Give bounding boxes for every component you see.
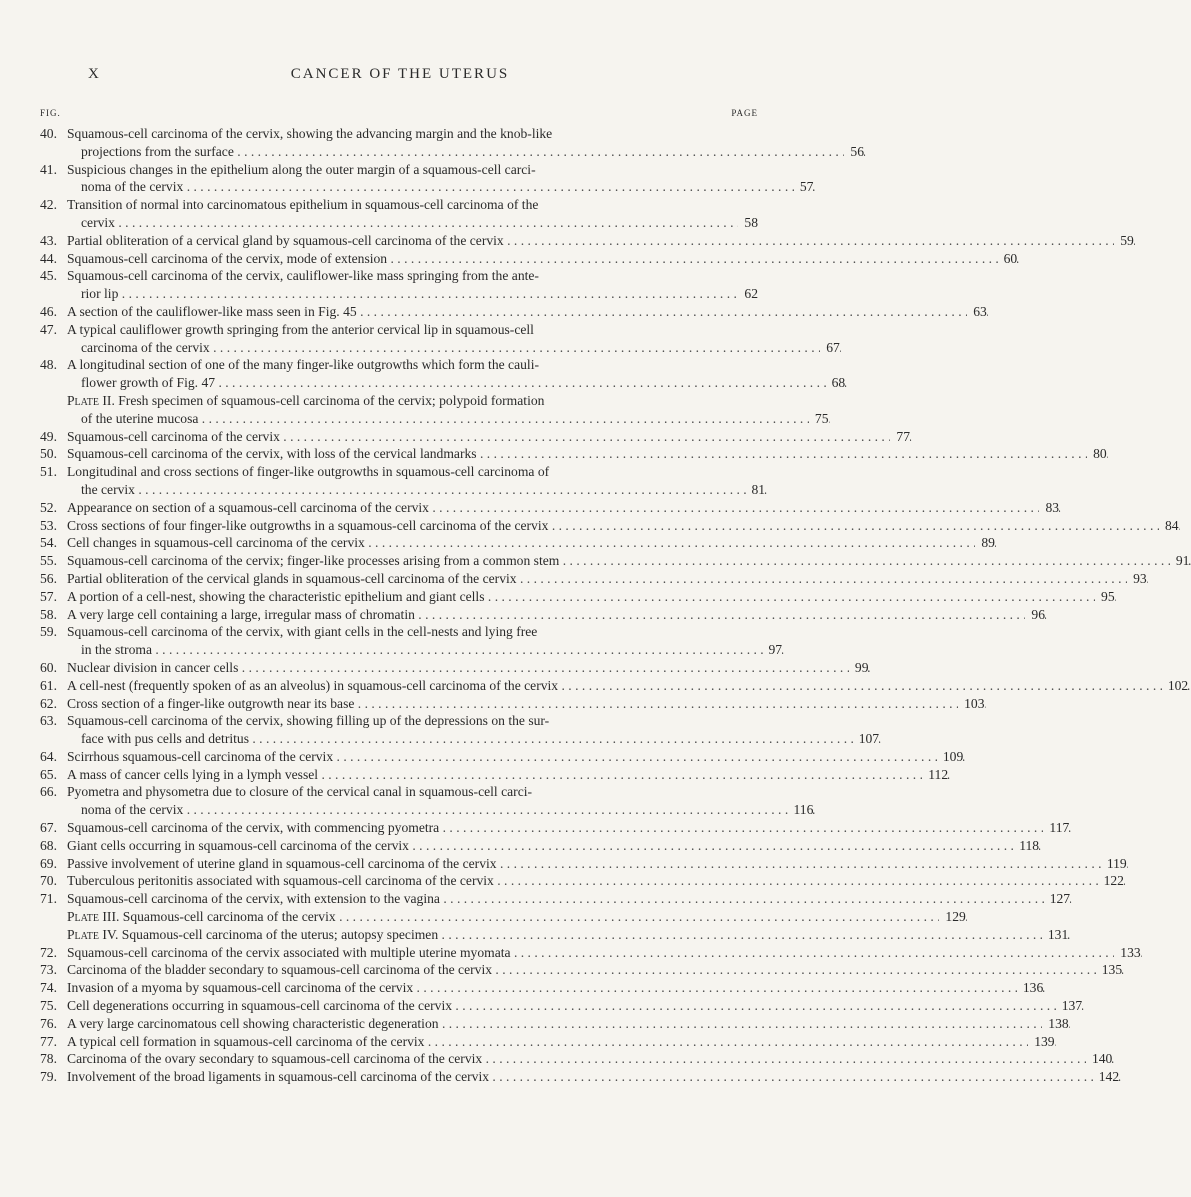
caption-text: Squamous-cell carcinoma of the cervix, showing filling up of the depressions on the sur- bbox=[67, 713, 550, 729]
caption-text: Involvement of the broad ligaments in squamous-cell carcinoma of the cervix bbox=[67, 1069, 490, 1085]
caption-text: A typical cell formation in squamous-cell carcinoma of the cervix bbox=[67, 1033, 425, 1049]
page-number: 81 bbox=[746, 481, 766, 499]
entry-caption-line bbox=[67, 783, 815, 801]
page-number: 118 bbox=[1013, 837, 1039, 855]
figure-entry bbox=[40, 944, 1141, 962]
entry-caption-line bbox=[67, 267, 760, 285]
caption-text: of the uterine mucosa bbox=[81, 410, 199, 426]
caption-text: noma of the cervix bbox=[81, 802, 184, 818]
entry-caption-line bbox=[67, 766, 950, 784]
fig-column-heading: FIG. bbox=[40, 108, 61, 118]
caption-text: Squamous-cell carcinoma of the cervix, with commencing pyometra bbox=[67, 820, 440, 836]
entry-caption-line bbox=[67, 588, 1117, 606]
caption-text: the cervix bbox=[81, 481, 135, 497]
entry-caption-line bbox=[67, 410, 831, 428]
caption-text: Giant cells occurring in squamous-cell carcinoma of the cervix bbox=[67, 837, 409, 853]
figure-list bbox=[40, 125, 1190, 1086]
entry-caption-line bbox=[67, 428, 912, 446]
caption-text: Partial obliteration of the cervical glands in squamous-cell carcinoma of the cervix bbox=[67, 570, 517, 586]
column-headings bbox=[40, 108, 760, 122]
entry-caption-line bbox=[67, 250, 1019, 268]
entry-caption-line bbox=[67, 356, 847, 374]
figure-number bbox=[40, 908, 67, 926]
figure-entry bbox=[40, 570, 1147, 588]
page-numeral: X bbox=[88, 66, 100, 82]
caption-text: face with pus cells and detritus bbox=[81, 731, 249, 747]
figure-number: 43. bbox=[40, 232, 57, 248]
page-number: 138 bbox=[1042, 1015, 1068, 1033]
entry-caption-line bbox=[67, 499, 1061, 517]
entry-caption-line bbox=[67, 944, 1143, 962]
figure-entry bbox=[40, 890, 1071, 908]
figure-entry bbox=[40, 1050, 1113, 1068]
caption-text: Invasion of a myoma by squamous-cell carcinoma of the cervix bbox=[67, 980, 414, 996]
caption-text: Suspicious changes in the epithelium along the outer margin of a squamous-cell carci- bbox=[67, 161, 536, 177]
figure-entry bbox=[40, 321, 840, 357]
entry-caption-line bbox=[67, 392, 831, 410]
caption-text: carcinoma of the cervix bbox=[81, 339, 210, 355]
figure-number: 48. bbox=[40, 357, 57, 373]
figure-number: 59. bbox=[40, 624, 57, 640]
figure-number: 50. bbox=[40, 446, 57, 462]
caption-text: Carcinoma of the ovary secondary to squamous-cell carcinoma of the cervix bbox=[67, 1051, 483, 1067]
figure-entry bbox=[40, 872, 1124, 890]
entry-caption-line bbox=[67, 285, 760, 303]
figure-entry bbox=[40, 695, 985, 713]
caption-text: IV. Squamous-cell carcinoma of the uterus; autopsy specimen bbox=[99, 926, 439, 942]
figure-entry bbox=[40, 499, 1060, 517]
entry-caption-line bbox=[67, 855, 1129, 873]
page-number: 63 bbox=[967, 303, 987, 321]
entry-caption-line bbox=[67, 161, 815, 179]
page-number: 137 bbox=[1056, 997, 1082, 1015]
figure-number: 68. bbox=[40, 837, 57, 853]
figure-number: 62. bbox=[40, 695, 57, 711]
figure-number: 76. bbox=[40, 1015, 57, 1031]
caption-text: cervix bbox=[81, 214, 115, 230]
figure-number: 46. bbox=[40, 303, 57, 319]
page-column-heading: PAGE bbox=[731, 108, 758, 118]
figure-number: 44. bbox=[40, 250, 57, 266]
figure-entry bbox=[40, 961, 1123, 979]
page-number: 112 bbox=[922, 766, 948, 784]
figure-entry bbox=[40, 979, 1044, 997]
figure-number: 42. bbox=[40, 197, 57, 213]
page-number: 129 bbox=[939, 908, 965, 926]
entry-caption-line bbox=[67, 837, 1041, 855]
figure-number: 47. bbox=[40, 321, 57, 337]
figure-entry bbox=[40, 463, 766, 499]
figure-entry bbox=[40, 588, 1115, 606]
figure-number: 60. bbox=[40, 659, 57, 675]
caption-text: III. Squamous-cell carcinoma of the cervix bbox=[99, 909, 336, 925]
figure-entry bbox=[40, 445, 1107, 463]
page-number: 96 bbox=[1025, 606, 1045, 624]
entry-caption-line bbox=[67, 303, 989, 321]
figure-entry bbox=[40, 125, 864, 161]
caption-text: Squamous-cell carcinoma of the cervix; finger-like processes arising from a common stem bbox=[67, 553, 560, 569]
entry-caption-line bbox=[67, 872, 1126, 890]
caption-text: in the stroma bbox=[81, 642, 152, 658]
caption-text: Squamous-cell carcinoma of the cervix, with extension to the vagina bbox=[67, 891, 440, 907]
plate-label: Plate bbox=[67, 926, 99, 942]
page-number: 133 bbox=[1114, 944, 1140, 962]
entry-caption-line bbox=[67, 677, 1190, 695]
figure-number: 52. bbox=[40, 499, 57, 515]
figure-entry bbox=[40, 766, 949, 784]
figure-number: 71. bbox=[40, 891, 57, 907]
page-number: 83 bbox=[1039, 499, 1059, 517]
caption-text: A mass of cancer cells lying in a lymph vessel bbox=[67, 766, 319, 782]
page-number: 84 bbox=[1159, 517, 1179, 535]
page-number: 131 bbox=[1042, 926, 1068, 944]
caption-text: A portion of a cell-nest, showing the characteristic epithelium and giant cells bbox=[67, 588, 485, 604]
page-number: 57 bbox=[794, 178, 814, 196]
plate-label: Plate bbox=[67, 909, 99, 925]
entry-caption-line bbox=[67, 997, 1084, 1015]
entry-caption-line bbox=[67, 552, 1191, 570]
caption-text: Squamous-cell carcinoma of the cervix, with giant cells in the cell-nests and lying free bbox=[67, 624, 538, 640]
plate-entry bbox=[40, 392, 829, 428]
entry-caption-line bbox=[67, 214, 760, 232]
running-header bbox=[0, 66, 800, 90]
entry-caption-line bbox=[67, 534, 997, 552]
figure-number bbox=[40, 392, 67, 428]
caption-text: Nuclear division in cancer cells bbox=[67, 659, 239, 675]
figure-entry bbox=[40, 356, 846, 392]
caption-text: noma of the cervix bbox=[81, 179, 184, 195]
figure-number: 56. bbox=[40, 570, 57, 586]
page-number: 77 bbox=[890, 428, 910, 446]
entry-caption-line bbox=[67, 730, 881, 748]
figure-number: 54. bbox=[40, 535, 57, 551]
figure-number: 53. bbox=[40, 517, 57, 533]
figure-number: 40. bbox=[40, 126, 57, 141]
entry-caption-line bbox=[67, 961, 1124, 979]
figure-number bbox=[40, 926, 67, 944]
figure-entry bbox=[40, 196, 760, 232]
page-number: 142 bbox=[1093, 1068, 1119, 1086]
figure-number: 55. bbox=[40, 553, 57, 569]
caption-text: II. Fresh specimen of squamous-cell carcinoma of the cervix; polypoid formation bbox=[99, 392, 545, 408]
running-title: CANCER OF THE UTERUS bbox=[290, 66, 510, 82]
page-number: 60 bbox=[998, 250, 1018, 268]
entry-caption-line bbox=[67, 1068, 1121, 1086]
figure-number: 73. bbox=[40, 962, 57, 978]
caption-text: Squamous-cell carcinoma of the cervix, mode of extension bbox=[67, 250, 388, 266]
entry-caption-line bbox=[67, 143, 866, 161]
entry-caption-line bbox=[67, 606, 1047, 624]
caption-text: Transition of normal into carcinomatous epithelium in squamous-cell carcinoma of the bbox=[67, 197, 539, 213]
figure-entry bbox=[40, 659, 869, 677]
caption-text: A cell-nest (frequently spoken of as an alveolus) in squamous-cell carcinoma of the cervix bbox=[67, 677, 559, 693]
page-number: 58 bbox=[738, 214, 758, 232]
entry-caption-line bbox=[67, 659, 870, 677]
entry-caption-line bbox=[67, 712, 881, 730]
page-number: 56 bbox=[844, 143, 864, 161]
figure-entry bbox=[40, 161, 814, 197]
entry-caption-line bbox=[67, 321, 842, 339]
figure-number: 64. bbox=[40, 748, 57, 764]
caption-text: Cross sections of four finger-like outgrowths in a squamous-cell carcinoma of the cervix bbox=[67, 517, 549, 533]
figure-number: 78. bbox=[40, 1051, 57, 1067]
figure-entry bbox=[40, 552, 1190, 570]
caption-text: Cell changes in squamous-cell carcinoma of the cervix bbox=[67, 535, 365, 551]
caption-text: Partial obliteration of a cervical gland by squamous-cell carcinoma of the cervix bbox=[67, 232, 504, 248]
figure-entry bbox=[40, 1015, 1069, 1033]
caption-text: Squamous-cell carcinoma of the cervix associated with multiple uterine myomata bbox=[67, 944, 511, 960]
figure-entry bbox=[40, 837, 1040, 855]
caption-text: A very large carcinomatous cell showing characteristic degeneration bbox=[67, 1015, 439, 1031]
caption-text: Squamous-cell carcinoma of the cervix, with loss of the cervical landmarks bbox=[67, 446, 477, 462]
entry-caption-line bbox=[67, 178, 815, 196]
page-number: 67 bbox=[820, 339, 840, 357]
figure-number: 63. bbox=[40, 713, 57, 729]
figure-entry bbox=[40, 997, 1083, 1015]
entry-caption-line bbox=[67, 339, 842, 357]
page-number: 89 bbox=[975, 534, 995, 552]
caption-text: projections from the surface bbox=[81, 143, 234, 159]
figure-entry bbox=[40, 677, 1189, 695]
caption-text: Scirrhous squamous-cell carcinoma of the cervix bbox=[67, 748, 334, 764]
page-number: 103 bbox=[958, 695, 984, 713]
figure-number: 51. bbox=[40, 464, 57, 480]
figure-entry bbox=[40, 783, 814, 819]
figure-entry bbox=[40, 250, 1018, 268]
figure-number: 67. bbox=[40, 820, 57, 836]
figure-entry bbox=[40, 855, 1127, 873]
caption-text: Squamous-cell carcinoma of the cervix bbox=[67, 428, 280, 444]
page-number: 119 bbox=[1101, 855, 1127, 873]
caption-text: Cross section of a finger-like outgrowth near its base bbox=[67, 695, 355, 711]
figure-number: 66. bbox=[40, 784, 57, 800]
page-number: 59 bbox=[1114, 232, 1134, 250]
figure-entry bbox=[40, 1068, 1120, 1086]
caption-text: A very large cell containing a large, irregular mass of chromatin bbox=[67, 606, 415, 622]
figure-number: 75. bbox=[40, 998, 57, 1014]
page-number: 80 bbox=[1087, 445, 1107, 463]
caption-text: Tuberculous peritonitis associated with squamous-cell carcinoma of the cervix bbox=[67, 873, 494, 889]
entry-caption-line bbox=[67, 979, 1045, 997]
page-number: 68 bbox=[826, 374, 846, 392]
caption-text: Appearance on section of a squamous-cell carcinoma of the cervix bbox=[67, 499, 429, 515]
entry-caption-line bbox=[67, 748, 965, 766]
figure-entry bbox=[40, 712, 880, 748]
caption-text: Squamous-cell carcinoma of the cervix, cauliflower-like mass springing from the ante- bbox=[67, 268, 539, 284]
page-number: 109 bbox=[937, 748, 963, 766]
figure-number: 79. bbox=[40, 1069, 57, 1085]
entry-caption-line bbox=[67, 1050, 1114, 1068]
page-number: 62 bbox=[738, 285, 758, 303]
figure-number: 45. bbox=[40, 268, 57, 284]
page-number: 140 bbox=[1086, 1050, 1112, 1068]
page-number: 116 bbox=[788, 801, 814, 819]
caption-text: A longitudinal section of one of the many finger-like outgrowths which form the cauli- bbox=[67, 357, 539, 373]
figure-number: 49. bbox=[40, 428, 57, 444]
entry-caption-line bbox=[67, 801, 815, 819]
figure-number: 57. bbox=[40, 588, 57, 604]
page-number: 95 bbox=[1095, 588, 1115, 606]
caption-text: Cell degenerations occurring in squamous-cell carcinoma of the cervix bbox=[67, 998, 453, 1014]
page-number: 117 bbox=[1043, 819, 1069, 837]
page-number: 136 bbox=[1017, 979, 1043, 997]
entry-caption-line bbox=[67, 196, 760, 214]
figure-entry bbox=[40, 232, 1134, 250]
caption-text: A section of the cauliflower-like mass seen in Fig. 45 bbox=[67, 303, 357, 319]
plate-entry bbox=[40, 908, 966, 926]
caption-text: Carcinoma of the bladder secondary to squamous-cell carcinoma of the cervix bbox=[67, 962, 493, 978]
entry-caption-line bbox=[67, 890, 1072, 908]
caption-text: Passive involvement of uterine gland in squamous-cell carcinoma of the cervix bbox=[67, 855, 497, 871]
caption-text: Longitudinal and cross sections of finger-like outgrowths in squamous-cell carcinoma of bbox=[67, 464, 550, 480]
entry-caption-line bbox=[67, 232, 1136, 250]
entry-caption-line bbox=[67, 125, 866, 143]
figure-number: 77. bbox=[40, 1033, 57, 1049]
entry-caption-line bbox=[67, 374, 847, 392]
figure-entry bbox=[40, 517, 1179, 535]
page-number: 135 bbox=[1096, 961, 1122, 979]
page-number: 122 bbox=[1098, 872, 1124, 890]
page-number: 139 bbox=[1028, 1033, 1054, 1051]
figure-entry bbox=[40, 623, 783, 659]
page-number: 107 bbox=[853, 730, 879, 748]
figure-entry bbox=[40, 1033, 1055, 1051]
caption-text: A typical cauliflower growth springing from the anterior cervical lip in squamous-cell bbox=[67, 321, 534, 337]
plate-entry bbox=[40, 926, 1069, 944]
entry-caption-line bbox=[67, 926, 1070, 944]
figure-number: 41. bbox=[40, 161, 57, 177]
caption-text: Pyometra and physometra due to closure of the cervical canal in squamous-cell carci- bbox=[67, 784, 533, 800]
entry-caption-line bbox=[67, 570, 1149, 588]
figure-number: 74. bbox=[40, 980, 57, 996]
page-number: 99 bbox=[849, 659, 869, 677]
entry-caption-line bbox=[67, 445, 1109, 463]
entry-caption-line bbox=[67, 819, 1071, 837]
figure-number: 72. bbox=[40, 944, 57, 960]
entry-caption-line bbox=[67, 908, 968, 926]
figure-number: 70. bbox=[40, 873, 57, 889]
entry-caption-line bbox=[67, 641, 784, 659]
caption-text: flower growth of Fig. 47 bbox=[81, 375, 216, 391]
entry-caption-line bbox=[67, 623, 784, 641]
figure-entry bbox=[40, 819, 1070, 837]
page-number: 91 bbox=[1170, 552, 1190, 570]
figure-entry bbox=[40, 606, 1046, 624]
page-number: 102 bbox=[1162, 677, 1188, 695]
page-number: 93 bbox=[1127, 570, 1147, 588]
figure-number: 61. bbox=[40, 677, 57, 693]
figure-entry bbox=[40, 267, 760, 303]
entry-caption-line bbox=[67, 695, 987, 713]
page-number: 127 bbox=[1044, 890, 1070, 908]
page-number: 75 bbox=[809, 410, 829, 428]
caption-text: Squamous-cell carcinoma of the cervix, showing the advancing margin and the knob-like bbox=[67, 126, 553, 141]
plate-label: Plate bbox=[67, 392, 99, 408]
entry-caption-line bbox=[67, 1033, 1057, 1051]
entry-caption-line bbox=[67, 517, 1181, 535]
figure-entry bbox=[40, 748, 964, 766]
entry-caption-line bbox=[67, 1015, 1071, 1033]
figure-number: 58. bbox=[40, 606, 57, 622]
page-number: 97 bbox=[763, 641, 783, 659]
entry-caption-line bbox=[67, 481, 767, 499]
figure-entry bbox=[40, 303, 987, 321]
figure-entry bbox=[40, 428, 910, 446]
figure-number: 65. bbox=[40, 766, 57, 782]
figure-number: 69. bbox=[40, 855, 57, 871]
entry-caption-line bbox=[67, 463, 767, 481]
caption-text: rior lip bbox=[81, 286, 119, 302]
figure-entry bbox=[40, 534, 995, 552]
